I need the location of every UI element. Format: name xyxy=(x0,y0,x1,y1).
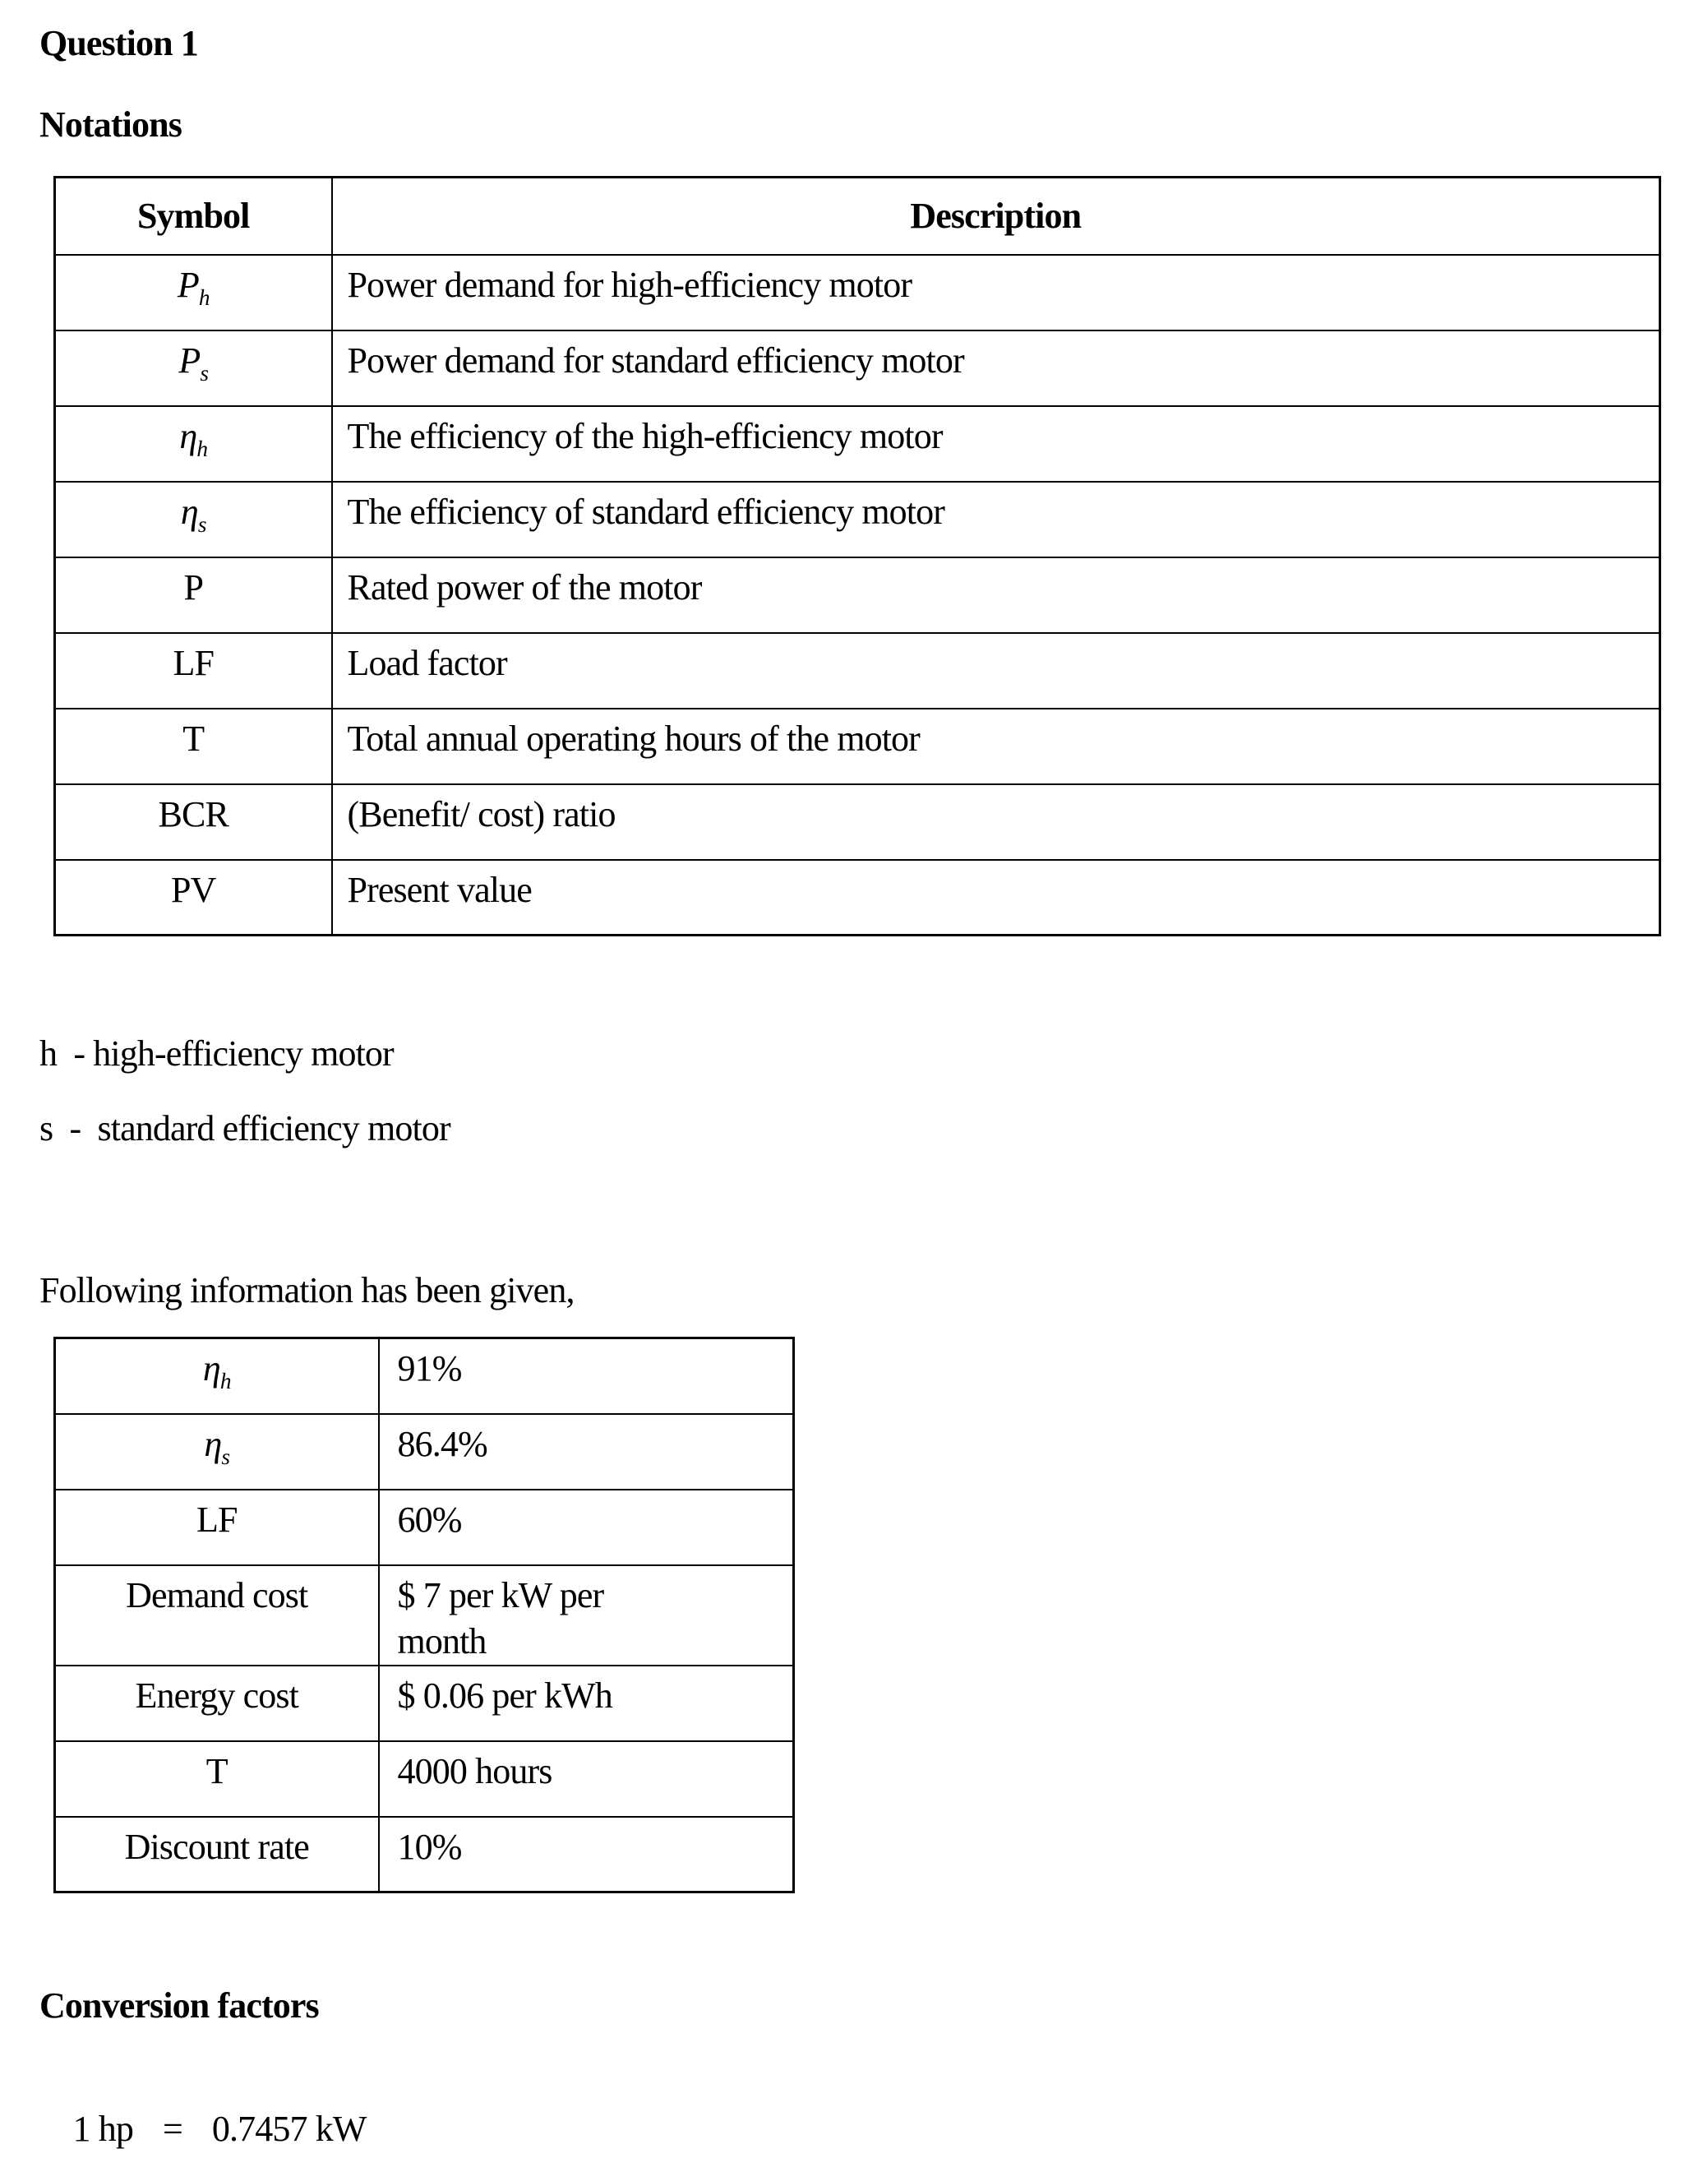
value-cell: $ 7 per kW per month xyxy=(379,1565,794,1666)
table-row xyxy=(55,255,1660,330)
table-row xyxy=(55,1414,794,1490)
conversion-lhs: 1 hp xyxy=(72,2109,133,2149)
symbol-cell: PV xyxy=(55,860,332,936)
table-row xyxy=(55,330,1660,406)
value-cell: 91% xyxy=(379,1338,794,1414)
table-row xyxy=(55,406,1660,482)
table-row xyxy=(55,1565,794,1666)
equals-sign: = xyxy=(162,2109,182,2149)
symbol-cell: BCR xyxy=(55,784,332,860)
table-row xyxy=(55,709,1660,784)
table-row xyxy=(55,1490,794,1565)
legend-high-efficiency: h - high-efficiency motor xyxy=(39,1033,394,1074)
notation-table xyxy=(53,176,1661,936)
table-header-row xyxy=(55,178,1660,255)
symbol-cell: P xyxy=(55,557,332,633)
description-cell: The efficiency of standard efficiency motor xyxy=(332,482,1660,557)
table-row xyxy=(55,1338,794,1414)
description-cell: Load factor xyxy=(332,633,1660,709)
symbol-cell: LF xyxy=(55,633,332,709)
label-cell: Discount rate xyxy=(55,1817,379,1892)
label-cell: $\eta_s$ xyxy=(55,1414,379,1490)
value-cell: 60% xyxy=(379,1490,794,1565)
label-cell: LF xyxy=(55,1490,379,1565)
symbol-cell: T xyxy=(55,709,332,784)
conversion-rhs: 0.7457 kW xyxy=(211,2109,367,2149)
symbol-header: Symbol xyxy=(55,178,332,255)
symbol-cell: $P_s$ xyxy=(55,330,332,406)
symbol-cell: $\eta_s$ xyxy=(55,482,332,557)
label-cell: Demand cost xyxy=(55,1565,379,1666)
conversion-factors-heading: Conversion factors xyxy=(39,1985,319,2026)
table-row xyxy=(55,557,1660,633)
description-cell: Power demand for high-efficiency motor xyxy=(332,255,1660,330)
value-cell: $ 0.06 per kWh xyxy=(379,1666,794,1741)
table-row xyxy=(55,784,1660,860)
table-row xyxy=(55,482,1660,557)
table-row xyxy=(55,1817,794,1892)
value-cell: 10% xyxy=(379,1817,794,1892)
description-cell: (Benefit/ cost) ratio xyxy=(332,784,1660,860)
legend-standard-efficiency: s - standard efficiency motor xyxy=(39,1108,450,1148)
label-cell: $\eta_h$ xyxy=(55,1338,379,1414)
symbol-cell: $P_h$ xyxy=(55,255,332,330)
description-cell: The efficiency of the high-efficiency motor xyxy=(332,406,1660,482)
conversion-fact xyxy=(39,2063,1708,2158)
description-cell: Rated power of the motor xyxy=(332,557,1660,633)
symbol-cell: $\eta_h$ xyxy=(55,406,332,482)
table-row xyxy=(55,633,1660,709)
given-info-intro: Following information has been given, xyxy=(39,1270,575,1310)
description-cell: Total annual operating hours of the motor xyxy=(332,709,1660,784)
table-row xyxy=(55,1741,794,1817)
description-cell: Power demand for standard efficiency motor xyxy=(332,330,1660,406)
table-row xyxy=(55,1666,794,1741)
label-cell: Energy cost xyxy=(55,1666,379,1741)
description-header: Description xyxy=(332,178,1660,255)
label-cell: T xyxy=(55,1741,379,1817)
value-cell: 4000 hours xyxy=(379,1741,794,1817)
notations-heading: Notations xyxy=(39,104,182,145)
description-cell: Present value xyxy=(332,860,1660,936)
page-title: Question 1 xyxy=(39,23,198,63)
value-cell: 86.4% xyxy=(379,1414,794,1490)
given-values-table xyxy=(53,1337,795,1893)
table-row xyxy=(55,860,1660,936)
